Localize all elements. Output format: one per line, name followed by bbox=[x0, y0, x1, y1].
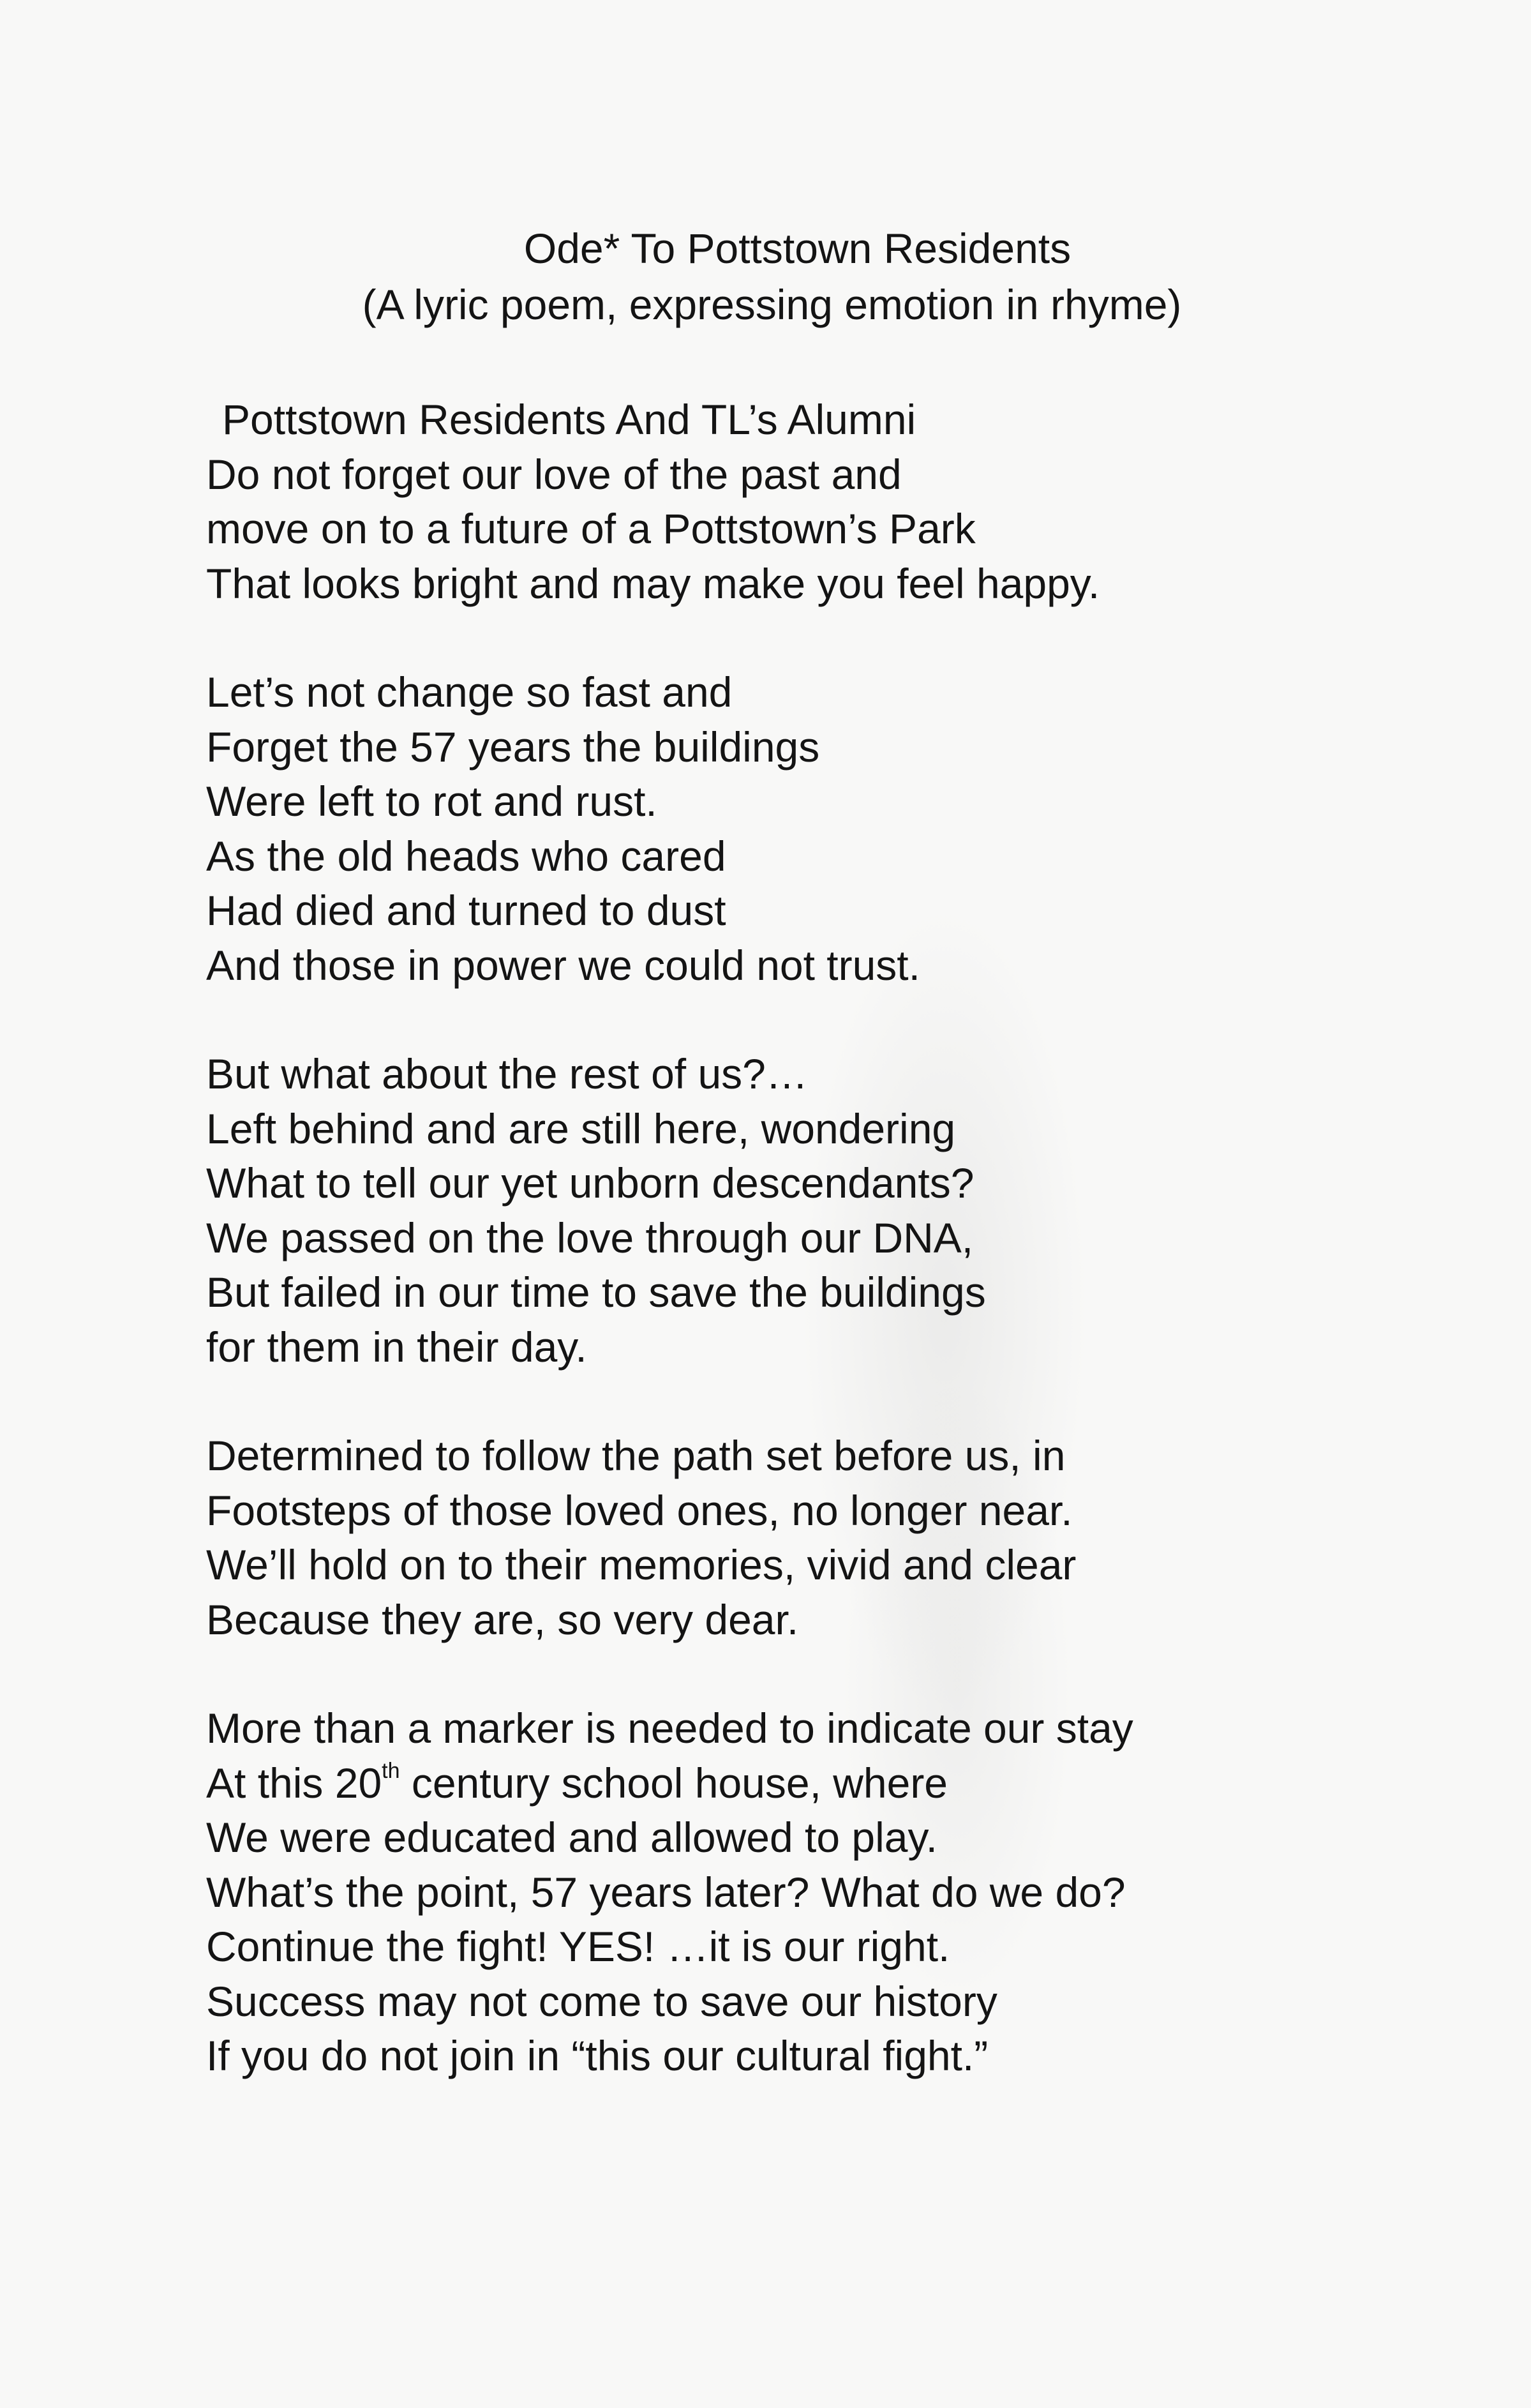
poem-line: Do not forget our love of the past and bbox=[206, 450, 902, 498]
poem-line: for them in their day. bbox=[206, 1323, 587, 1371]
poem-line: But failed in our time to save the buildings bbox=[206, 1268, 986, 1316]
stanza-1 bbox=[206, 393, 1419, 611]
poem-line: That looks bright and may make you feel happy. bbox=[206, 559, 1100, 607]
poem-line: Determined to follow the path set before us, in bbox=[206, 1432, 1066, 1479]
poem-line: We were educated and allowed to play. bbox=[206, 1814, 937, 1861]
poem-line: What to tell our yet unborn descendants? bbox=[206, 1159, 975, 1207]
stanza-5 bbox=[206, 1701, 1419, 2084]
poem-line: What’s the point, 57 years later? What do we do? bbox=[206, 1868, 1126, 1916]
poem-line-start: At this 20 bbox=[206, 1759, 382, 1807]
poem-line: Had died and turned to dust bbox=[206, 887, 726, 934]
poem-line: But what about the rest of us?… bbox=[206, 1050, 808, 1097]
poem-body bbox=[206, 393, 1419, 2138]
poem-line: Success may not come to save our history bbox=[206, 1977, 997, 2025]
title-block bbox=[0, 220, 1531, 333]
poem-line: Let’s not change so fast and bbox=[206, 668, 733, 716]
stanza-3 bbox=[206, 1047, 1419, 1374]
poem-line: Pottstown Residents And TL’s Alumni bbox=[222, 396, 916, 443]
poem-line: And those in power we could not trust. bbox=[206, 941, 920, 989]
poem-line: Footsteps of those loved ones, no longer near. bbox=[206, 1486, 1073, 1534]
poem-line: We’ll hold on to their memories, vivid and clear bbox=[206, 1541, 1077, 1588]
poem-line: Left behind and are still here, wondering bbox=[206, 1104, 956, 1152]
poem-subtitle: (A lyric poem, expressing emotion in rhyme) bbox=[362, 281, 1182, 328]
ordinal-superscript: th bbox=[382, 1758, 400, 1783]
poem-line: More than a marker is needed to indicate our stay bbox=[206, 1704, 1133, 1752]
poem-title: Ode* To Pottstown Residents bbox=[523, 225, 1072, 272]
poem-line: If you do not join in “this our cultural fight.” bbox=[206, 2032, 989, 2079]
stanza-4 bbox=[206, 1429, 1419, 1647]
poem-line: As the old heads who cared bbox=[206, 832, 726, 880]
poem-line: move on to a future of a Pottstown’s Park bbox=[206, 505, 976, 552]
poem-line: Because they are, so very dear. bbox=[206, 1595, 799, 1643]
poem-line-with-superscript bbox=[206, 1756, 1419, 1811]
stanza-2 bbox=[206, 665, 1419, 993]
poem-line-end: century school house, where bbox=[400, 1759, 948, 1807]
poem-line: Were left to rot and rust. bbox=[206, 778, 657, 825]
poem-line: We passed on the love through our DNA, bbox=[206, 1214, 974, 1261]
poem-line: Continue the fight! YES! …it is our right. bbox=[206, 1923, 950, 1970]
poem-line: Forget the 57 years the buildings bbox=[206, 723, 820, 771]
